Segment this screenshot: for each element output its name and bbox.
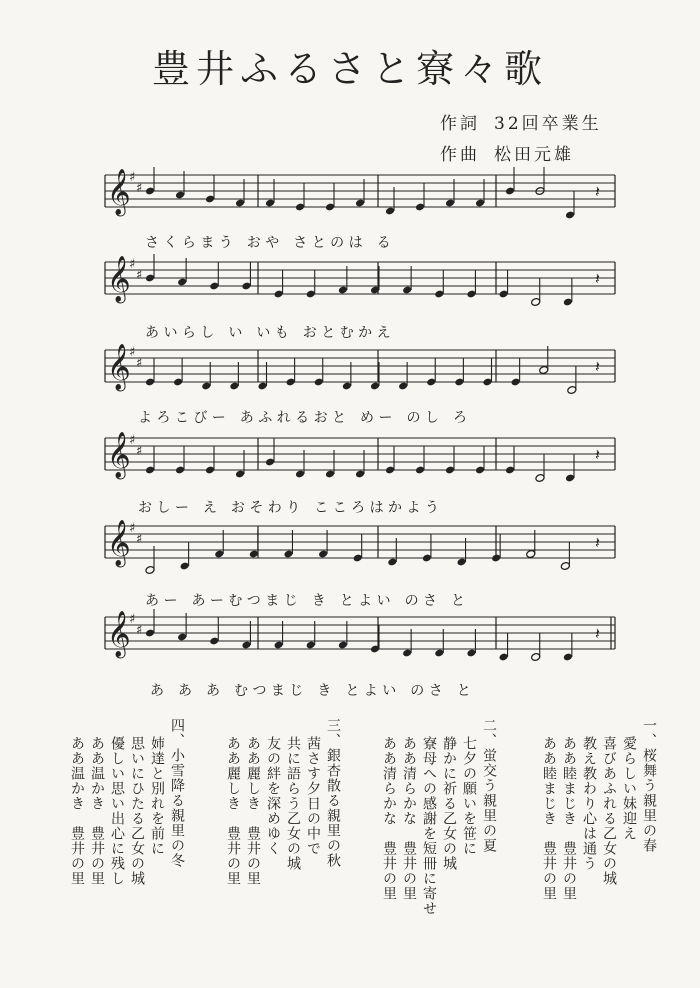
svg-text:𝄞: 𝄞 — [107, 344, 131, 390]
svg-text:𝄞: 𝄞 — [107, 256, 131, 302]
svg-text:♯: ♯ — [136, 356, 143, 371]
svg-text:𝄽: 𝄽 — [595, 445, 600, 464]
svg-text:♯: ♯ — [129, 170, 136, 185]
verse-3-line-5: ああ麗しき 豊井の里 — [225, 736, 241, 886]
music-label: 作曲 — [440, 145, 480, 165]
composer-name: 松田元雄 — [494, 145, 574, 165]
svg-text:𝄽: 𝄽 — [595, 357, 600, 376]
svg-text:𝄽: 𝄽 — [595, 269, 600, 288]
verse-3-line-4: ああ麗しき 豊井の里 — [245, 736, 261, 886]
lyric-line-1: さ く ら ま う お や さ と の は る — [145, 235, 391, 251]
svg-text:♯: ♯ — [129, 257, 136, 272]
svg-text:♯: ♯ — [136, 268, 143, 283]
verse-1-line-4: ああ睦まじき 豊井の里 — [561, 736, 577, 901]
verse-1-line-2: 喜びあふれる乙女の城 — [601, 736, 617, 886]
svg-text:𝄞: 𝄞 — [107, 520, 131, 566]
svg-text:♯: ♯ — [129, 521, 136, 536]
svg-text:♯: ♯ — [129, 612, 136, 627]
verse-2-line-2: 静かに祈る乙女の城 — [441, 736, 457, 871]
verse-1-line-5: ああ睦まじき 豊井の里 — [541, 736, 557, 901]
lyric-line-6: あ あ あ む つ ま じ き と よ い の さ と — [150, 683, 471, 699]
verse-3-line-2: 共に語らう乙女の城 — [285, 736, 301, 871]
lyric-line-2: あ い ら し い い も お と む か え — [145, 325, 391, 341]
svg-text:♯: ♯ — [136, 532, 143, 547]
svg-text:𝄽: 𝄽 — [595, 533, 600, 552]
verse-4-heading: 四、小雪降る親里の冬 — [169, 718, 185, 868]
verse-4-line-2: 思いにひたる乙女の城 — [129, 736, 145, 886]
verse-2-line-5: ああ清らかな 豊井の里 — [381, 736, 397, 901]
verse-4-line-1: 姉達と別れを前に — [149, 736, 165, 856]
verse-2-line-4: ああ清らかな 豊井の里 — [401, 736, 417, 901]
svg-text:♯: ♯ — [136, 444, 143, 459]
lyricist-name: 32回卒業生 — [494, 114, 602, 134]
lyric-line-5: あ ー あ ー む つ ま じ き と よ い の さ と — [145, 593, 466, 609]
svg-text:♯: ♯ — [129, 433, 136, 448]
verse-1-line-3: 教え教わり心は通う — [581, 736, 597, 871]
verse-1-line-1: 愛らしい妹迎え — [621, 736, 637, 841]
svg-text:𝄞: 𝄞 — [107, 169, 131, 215]
verse-3-line-1: 茜さす夕日の中で — [305, 736, 321, 856]
verse-4-line-5: ああ温かき 豊井の里 — [69, 736, 85, 886]
lyric-line-3: よ ろ こ び ー あ ふ れ る お と め ー の し ろ — [138, 410, 467, 426]
verse-3-line-3: 友の絆を深めゆく — [265, 736, 281, 856]
verse-2-line-3: 寮母への感謝を短冊に寄せ — [421, 736, 437, 916]
verse-1-heading: 一、桜舞う親里の春 — [641, 718, 657, 853]
lyric-line-4: お し ー え お そ わ り こ こ ろ は か よ う — [138, 500, 439, 516]
svg-text:𝄞: 𝄞 — [107, 432, 131, 478]
verse-3-heading: 三、銀杏散る親里の秋 — [325, 718, 341, 868]
svg-text:𝄞: 𝄞 — [107, 611, 131, 657]
page-title: 豊井ふるさと寮々歌 — [151, 47, 548, 91]
verse-4-line-3: 優しい思い出心に残し — [109, 736, 125, 886]
svg-text:♯: ♯ — [129, 345, 136, 360]
svg-text:♯: ♯ — [136, 181, 143, 196]
lyrics-label: 作詞 — [440, 114, 480, 134]
svg-text:𝄽: 𝄽 — [595, 624, 600, 643]
svg-text:♯: ♯ — [136, 623, 143, 638]
verse-2-line-1: 七夕の願いを笹に — [461, 736, 477, 856]
verse-2-heading: 二、蛍交う親里の夏 — [481, 718, 497, 853]
verse-4-line-4: ああ温かき 豊井の里 — [89, 736, 105, 886]
svg-text:𝄽: 𝄽 — [595, 182, 600, 201]
